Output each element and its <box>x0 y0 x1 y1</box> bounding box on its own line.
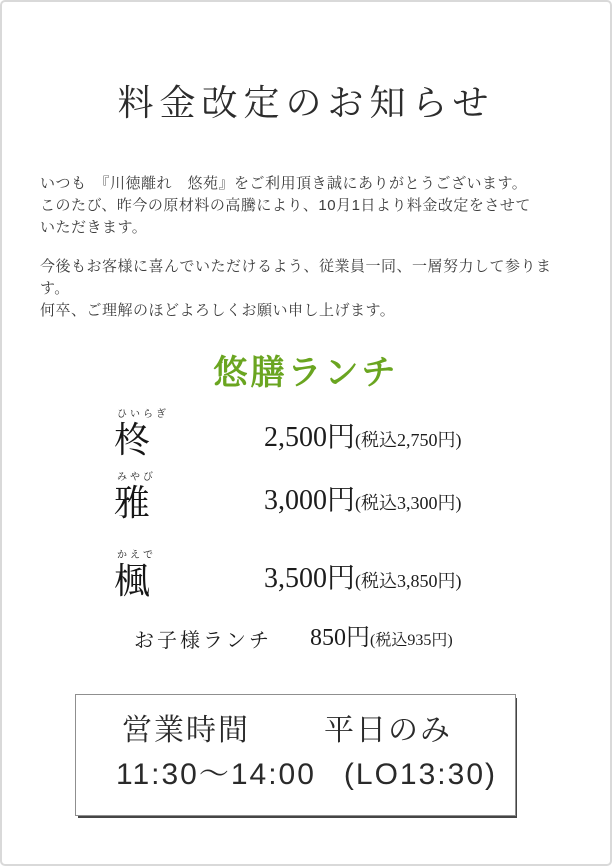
intro-line-2: このたび、昨今の原材料の高騰により、10月1日より料金改定をさせて <box>40 197 531 215</box>
menu-item-row <box>114 549 610 600</box>
kids-lunch-name: お子様ランチ <box>134 630 272 653</box>
menu-item-name: 雅 <box>114 483 151 524</box>
menu-item-reading: かえで <box>117 550 156 562</box>
page-title: 料金改定のお知らせ <box>117 83 495 123</box>
menu-item-price <box>264 485 462 519</box>
menu-item-reading: みやび <box>117 472 156 484</box>
menu-item-name-block <box>114 408 264 459</box>
intro-line-3: いただきます。 <box>40 219 148 237</box>
kids-lunch-price <box>310 624 453 655</box>
menu-heading: 悠膳ランチ <box>213 355 399 393</box>
hours-time: 11:30～14:00 <box>116 758 316 792</box>
kids-lunch-row <box>134 624 610 655</box>
price-tax-included: (税込3,850円) <box>355 571 462 592</box>
intro-paragraph <box>40 173 580 239</box>
menu-item-name: 柊 <box>114 420 151 461</box>
menu-item-row <box>114 408 610 459</box>
price-tax-included: (税込935円) <box>370 632 453 650</box>
price-tax-included: (税込2,750円) <box>355 430 462 451</box>
menu-item-row <box>114 471 610 522</box>
menu-item-name: 楓 <box>114 561 151 602</box>
lunch-menu <box>114 408 610 600</box>
closing-line-1: 今後もお客様に喜んでいただけるよう、従業員一同、一層努力して参ります。 <box>40 258 552 298</box>
price-tax-included: (税込3,300円) <box>355 493 462 514</box>
price-amount: 3,000円 <box>264 485 356 517</box>
price-amount: 3,500円 <box>264 563 356 595</box>
intro-line-1: いつも 『川徳離れ 悠苑』をご利用頂き誠にありがとうございます。 <box>40 175 528 193</box>
menu-item-price <box>264 563 462 597</box>
hours-last-order: (LO13:30) <box>343 758 497 792</box>
menu-item-price <box>264 422 462 456</box>
menu-item-reading: ひいらぎ <box>117 409 169 421</box>
price-amount: 850円 <box>310 625 370 652</box>
menu-item-name-block <box>114 471 264 522</box>
hours-line-1 <box>76 709 515 753</box>
hours-label: 営業時間 <box>122 714 250 748</box>
price-amount: 2,500円 <box>264 422 356 454</box>
closing-paragraph <box>40 256 580 322</box>
closing-line-2: 何卒、ご理解のほどよろしくお願い申し上げます。 <box>40 302 396 320</box>
hours-line-2 <box>76 753 515 797</box>
menu-item-name-block <box>114 549 264 600</box>
hours-days: 平日のみ <box>324 714 452 748</box>
business-hours-box <box>75 694 516 816</box>
